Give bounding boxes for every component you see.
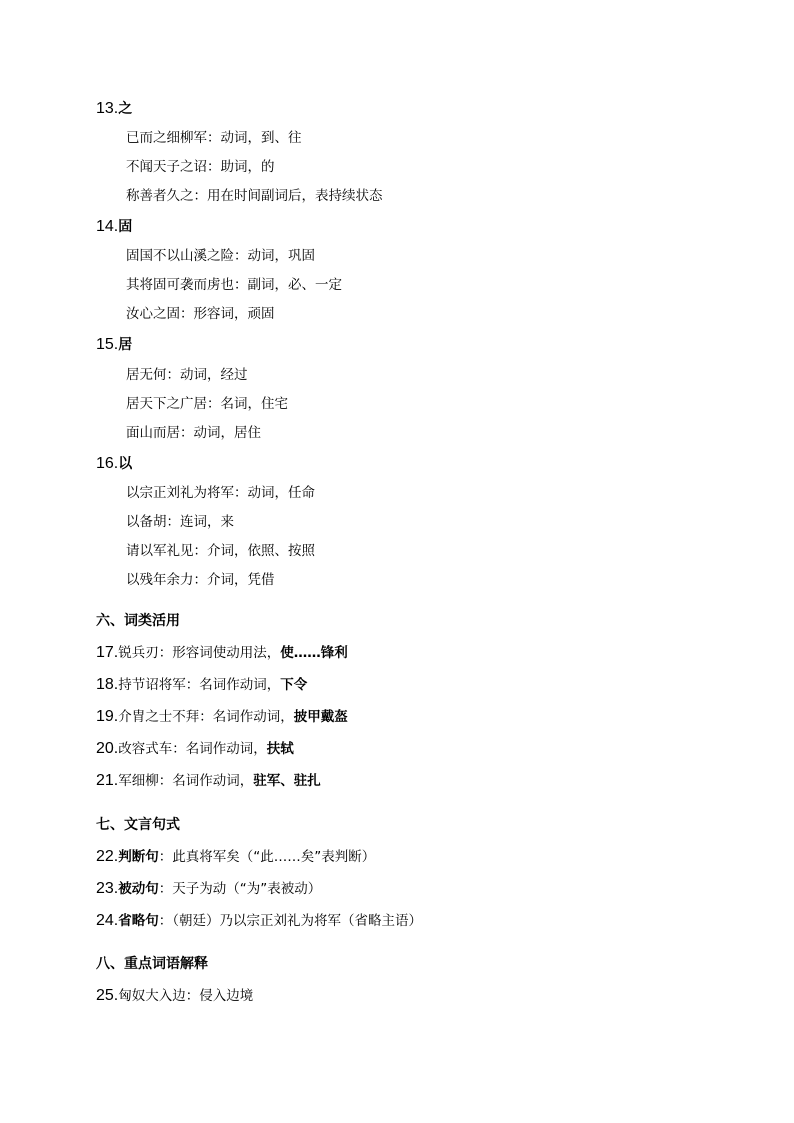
entry-example: 汝心之固：形容词，顽固 — [126, 306, 275, 322]
list-item: 17.锐兵刃：形容词使动用法，使……锋利 — [96, 644, 348, 661]
entry-example: 其将固可袭而虏也：副词，必、一定 — [126, 277, 342, 293]
entry-example: 以残年余力：介词，凭借 — [126, 572, 275, 588]
entry-example: 请以军礼见：介词，依照、按照 — [126, 543, 315, 559]
list-item: 22.判断句：此真将军矣（“此……矣”表判断） — [96, 848, 376, 865]
list-item: 25.匈奴大入边：侵入边境 — [96, 987, 254, 1004]
entry-example: 已而之细柳军：动词，到、往 — [126, 130, 302, 146]
entry-example: 面山而居：动词，居住 — [126, 425, 261, 441]
entry-heading-14: 14.固 — [96, 218, 133, 235]
entry-heading-13: 13.之 — [96, 100, 133, 117]
entry-example: 以宗正刘礼为将军：动词，任命 — [126, 485, 315, 501]
entry-example: 居天下之广居：名词，住宅 — [126, 396, 288, 412]
list-item: 19.介胄之士不拜：名词作动词，披甲戴盔 — [96, 708, 348, 725]
list-item: 20.改容式车：名词作动词，扶轼 — [96, 740, 294, 757]
list-item: 23.被动句：天子为动（“为”表被动） — [96, 880, 322, 897]
list-item: 21.军细柳：名词作动词，驻军、驻扎 — [96, 772, 321, 789]
list-item: 18.持节诏将军：名词作动词，下令 — [96, 676, 308, 693]
list-item: 24.省略句：（朝廷）乃以宗正刘礼为将军（省略主语） — [96, 912, 422, 929]
entry-example: 称善者久之：用在时间副词后，表持续状态 — [126, 188, 383, 204]
section-heading-sentence-patterns: 七、文言句式 — [96, 817, 180, 833]
section-heading-word-class: 六、词类活用 — [96, 613, 180, 629]
entry-heading-15: 15.居 — [96, 336, 133, 353]
entry-example: 不闻天子之诏：助词，的 — [126, 159, 275, 175]
entry-example: 固国不以山溪之险：动词，巩固 — [126, 248, 315, 264]
section-heading-key-words: 八、重点词语解释 — [96, 956, 208, 972]
entry-example: 居无何：动词，经过 — [126, 367, 248, 383]
entry-heading-16: 16.以 — [96, 455, 133, 472]
entry-example: 以备胡：连词，来 — [126, 514, 234, 530]
